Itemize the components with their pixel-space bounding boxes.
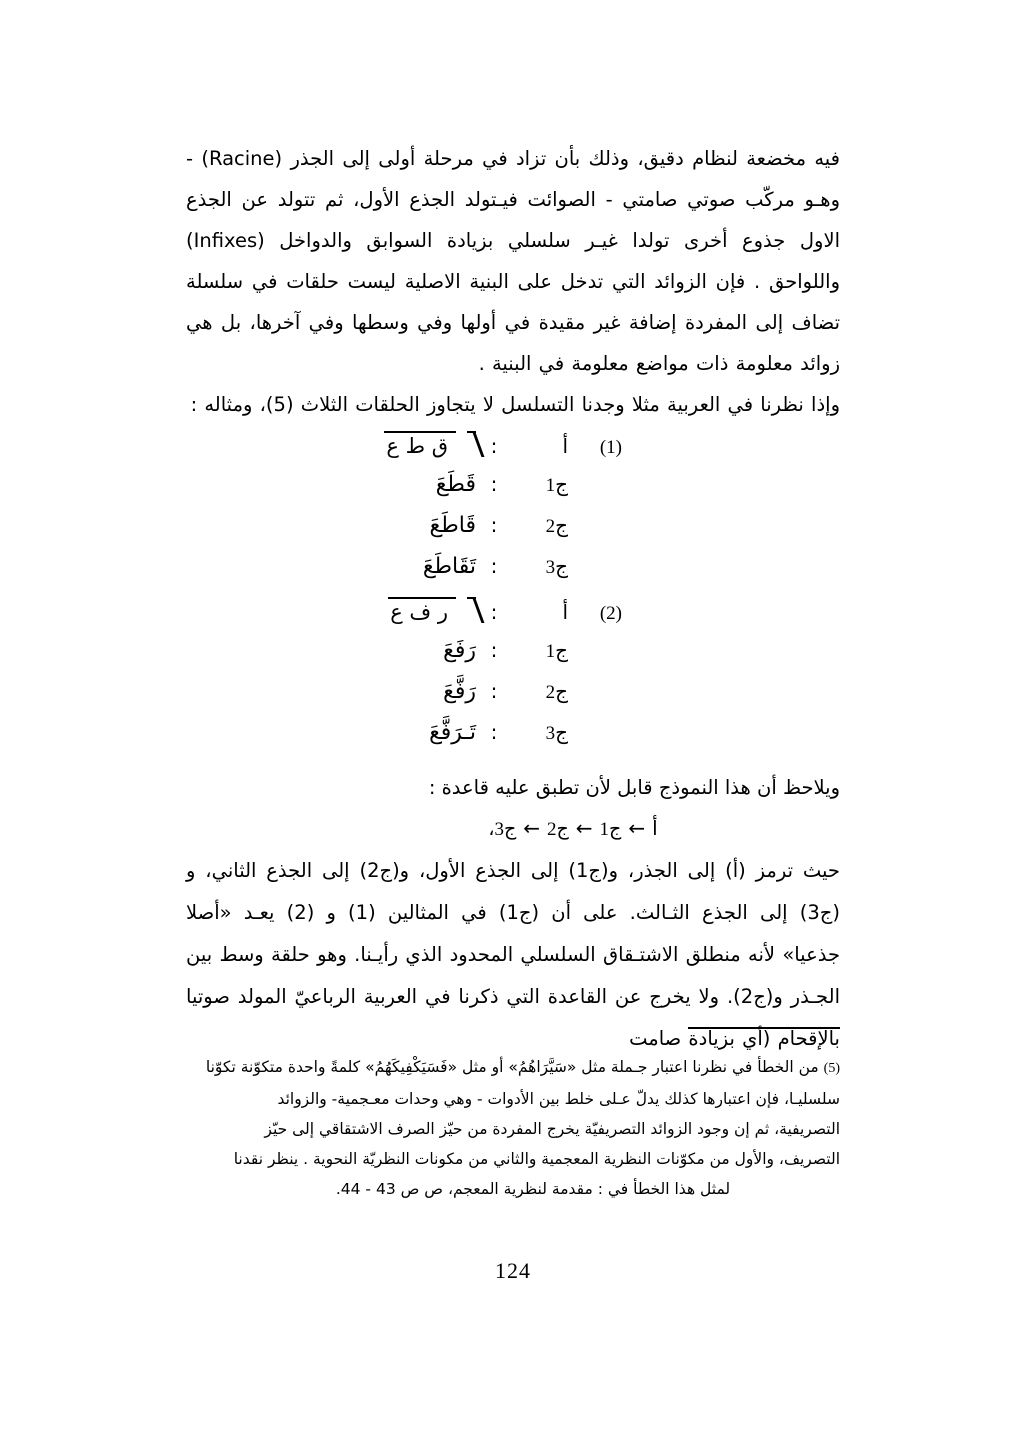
example-row-value: تَـرَفَّعَ xyxy=(429,720,476,745)
example-row xyxy=(186,597,840,638)
formula-token-stem2: ج2 xyxy=(547,819,569,840)
footnote-block xyxy=(186,1052,840,1204)
example-row-colon: : xyxy=(490,600,498,624)
example-row-value xyxy=(388,597,486,626)
example-row xyxy=(186,472,840,513)
example-row xyxy=(186,513,840,554)
example-row-value: رَفَّعَ xyxy=(443,679,476,704)
footnote-line-2: سلسليـا، فإن اعتبارها كذلك يدلّ عـلى خلط بين الأدوات - وهي وحدات معـجمية- والزوائد xyxy=(277,1090,840,1108)
example-row-label: ج3 xyxy=(545,720,568,744)
formula-token-root: أ xyxy=(652,816,658,840)
example-row xyxy=(186,679,840,720)
body-paragraph-1: فيه مخضعة لنظام دقيق، وذلك بأن تزاد في مرحلة أولى إلى الجذر (Racine) - وهـو مركّب صوتي صامتي - الصوائت فيـتولد الجذع الأول، ثم تتولد عن الجذع الاول جذوع أخرى تولدا غيـر سلسلي بزيادة السوابق والدواخل (Infixes) واللواحق . فإن الزوائد التي تدخل على البنية الاصلية ليست حلقات في سلسلة تضاف إلى المفردة إضافة غير مقيدة في أولها وفي وسطها وفي آخرها، بل هي زوائد معلومة ذات مواضع معلومة في البنية . xyxy=(186,147,840,375)
arrow-icon: ← xyxy=(628,816,646,840)
footnote-line-1 xyxy=(186,1052,840,1084)
footnote-line-1-text: من الخطأ في نظرنا اعتبار جـملة مثل «سَيَّرَاهُمُ» أو مثل «فَسَيَكْفِيكَهُمُ» كلمةً واحدة متكوّنة تكوّنا xyxy=(205,1058,819,1076)
example-row-colon: : xyxy=(490,720,498,744)
example-row-value: قَاطَعَ xyxy=(429,513,476,538)
body-paragraph-2: وإذا نظرنا في العربية مثلا وجدنا التسلسل لا يتجاوز الحلقات الثلاث (5)، ومثاله : xyxy=(190,393,840,416)
example-row-colon: : xyxy=(490,638,498,662)
example-row-colon: : xyxy=(490,513,498,537)
derivation-formula xyxy=(186,808,840,850)
example-row-colon: : xyxy=(490,554,498,578)
footnote-marker: (5) xyxy=(823,1061,840,1076)
arrow-icon: ← xyxy=(575,816,593,840)
formula-token-stem1: ج1 xyxy=(599,819,622,840)
example-number: (2) xyxy=(599,603,622,624)
rule-intro-text: ويلاحظ أن هذا النموذج قابل لأن تطبق عليه قاعدة : xyxy=(428,776,840,799)
body-paragraph-3: حيث ترمز (أ) إلى الجذر، و(ج1) إلى الجذع الأول، و(ج2) إلى الجذع الثاني، و (ج3) إلى الجذع الثـالث. على أن (ج1) في المثالين (1) و (2) يعـد «أصلا جذعيا» لأنه منطلق الاشتـقاق السلسلي المحدود الذي رأيـنا. وهو حلقة وسط بين الجـذر و(ج2). ولا يخرج عن القاعدة التي ذكرنا في العربية الرباعيّ المولد صوتيا بالإقحام (أي بزيادة صامت xyxy=(186,859,840,1050)
example-row-index: 1 xyxy=(545,475,556,496)
example-row xyxy=(186,431,840,472)
arrow-icon: ← xyxy=(523,816,541,840)
example-row-label: ج2 xyxy=(545,679,568,703)
example-row-index: 2 xyxy=(545,682,556,703)
example-row-label: أ xyxy=(562,600,568,624)
example-row-label: ج2 xyxy=(545,513,568,537)
example-row-index: 3 xyxy=(545,557,556,578)
radical-sign: ق ط ع xyxy=(384,431,456,460)
example-row-label: أ xyxy=(562,434,568,458)
formula-token-stem3: ج3، xyxy=(488,819,517,840)
example-row-label: ج3 xyxy=(545,554,568,578)
footnote-line-3: التصريفية، ثم إن وجود الزوائد التصريفيّة يخرج المفردة من حيّز الصرف الاشتقاقي إلى حيّز xyxy=(264,1120,840,1138)
example-number: (1) xyxy=(599,437,622,458)
example-row-index: 2 xyxy=(545,516,556,537)
example-row-value xyxy=(384,431,486,460)
example-row-index: 3 xyxy=(545,723,556,744)
example-row xyxy=(186,554,840,595)
example-row xyxy=(186,720,840,761)
footnote-line-4: التصريف، والأول من مكوّنات النظرية المعجمية والثاني من مكونات النظريّة النحوية . ينظر نقدنا xyxy=(233,1150,840,1168)
radical-sign: ر ف ع xyxy=(388,597,456,626)
example-row-colon: : xyxy=(490,679,498,703)
example-row-label: ج1 xyxy=(545,472,568,496)
example-row-index: 1 xyxy=(545,641,556,662)
example-row-colon: : xyxy=(490,434,498,458)
examples-block xyxy=(186,431,840,761)
page-number: 124 xyxy=(495,1258,531,1283)
example-row-colon: : xyxy=(490,472,498,496)
example-row-value: قَطَعَ xyxy=(435,472,476,497)
footnote-line-5: لمثل هذا الخطأ في : مقدمة لنظرية المعجم، ص ص 43 - 44. xyxy=(335,1180,731,1198)
example-row-value: رَفَعَ xyxy=(443,638,476,663)
example-group-1 xyxy=(186,431,840,595)
example-row-label: ج1 xyxy=(545,638,568,662)
example-row xyxy=(186,638,840,679)
page-content xyxy=(186,138,840,1060)
example-row-value: تَقَاطَعَ xyxy=(422,554,476,579)
example-group-2 xyxy=(186,597,840,761)
footnote-separator xyxy=(688,1027,840,1029)
